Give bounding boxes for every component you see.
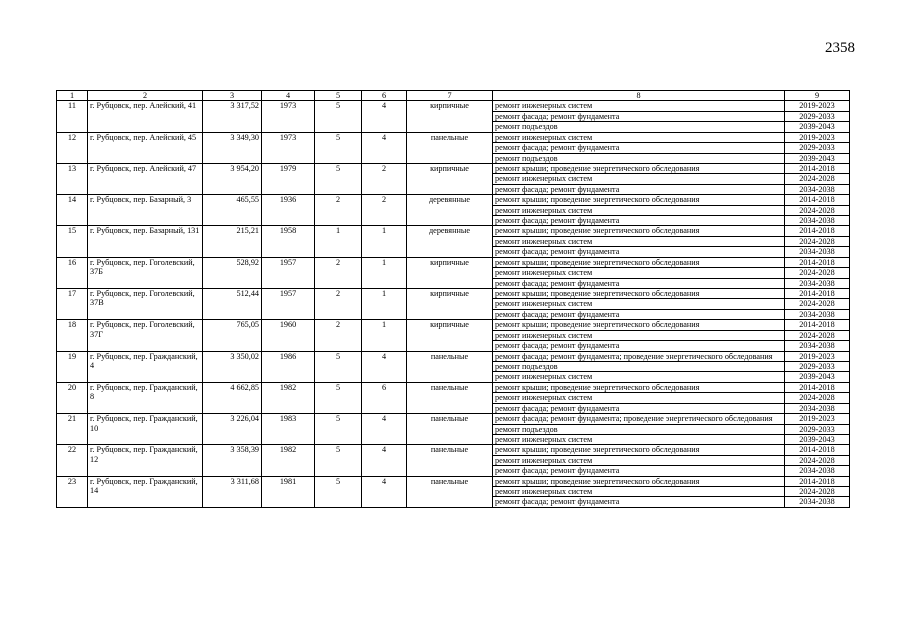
floors-cell: 2 <box>315 195 362 226</box>
work-cell: ремонт крыши; проведение энергетического обследования <box>493 226 785 236</box>
column-header: 3 <box>203 91 262 101</box>
period-cell: 2019-2023 <box>785 101 850 111</box>
header-row <box>57 91 850 101</box>
work-cell: ремонт крыши; проведение энергетического обследования <box>493 320 785 330</box>
column-header: 5 <box>315 91 362 101</box>
row-number: 11 <box>57 101 88 132</box>
floors-cell: 5 <box>315 163 362 194</box>
floors-cell: 5 <box>315 351 362 382</box>
year-cell: 1960 <box>262 320 315 351</box>
floors-cell: 5 <box>315 414 362 445</box>
entrances-cell: 4 <box>362 414 407 445</box>
year-cell: 1973 <box>262 101 315 132</box>
area-cell: 3 954,20 <box>203 163 262 194</box>
area-cell: 3 311,68 <box>203 476 262 507</box>
floors-cell: 2 <box>315 289 362 320</box>
year-cell: 1982 <box>262 445 315 476</box>
address-cell: г. Рубцовск, пер. Гражданский, 4 <box>88 351 203 382</box>
year-cell: 1983 <box>262 414 315 445</box>
period-cell: 2024-2028 <box>785 299 850 309</box>
year-cell: 1936 <box>262 195 315 226</box>
entrances-cell: 4 <box>362 476 407 507</box>
table-row <box>57 101 850 111</box>
address-cell: г. Рубцовск, пер. Гоголевский, 37В <box>88 289 203 320</box>
period-cell: 2014-2018 <box>785 445 850 455</box>
entrances-cell: 1 <box>362 289 407 320</box>
period-cell: 2034-2038 <box>785 309 850 319</box>
area-cell: 3 350,02 <box>203 351 262 382</box>
material-cell: панельные <box>407 132 493 163</box>
period-cell: 2019-2023 <box>785 132 850 142</box>
address-cell: г. Рубцовск, пер. Гоголевский, 37Б <box>88 257 203 288</box>
entrances-cell: 4 <box>362 132 407 163</box>
year-cell: 1982 <box>262 382 315 413</box>
year-cell: 1957 <box>262 289 315 320</box>
work-cell: ремонт фасада; ремонт фундамента <box>493 341 785 351</box>
address-cell: г. Рубцовск, пер. Гражданский, 10 <box>88 414 203 445</box>
work-cell: ремонт инженерных систем <box>493 455 785 465</box>
work-cell: ремонт инженерных систем <box>493 299 785 309</box>
address-cell: г. Рубцовск, пер. Гражданский, 8 <box>88 382 203 413</box>
row-number: 20 <box>57 382 88 413</box>
column-header: 6 <box>362 91 407 101</box>
period-cell: 2039-2043 <box>785 434 850 444</box>
period-cell: 2039-2043 <box>785 122 850 132</box>
work-cell: ремонт крыши; проведение энергетического обследования <box>493 257 785 267</box>
area-cell: 3 358,39 <box>203 445 262 476</box>
work-cell: ремонт фасада; ремонт фундамента; проведение энергетического обследования <box>493 414 785 424</box>
column-header: 9 <box>785 91 850 101</box>
table-row <box>57 163 850 173</box>
address-cell: г. Рубцовск, пер. Алейский, 47 <box>88 163 203 194</box>
period-cell: 2014-2018 <box>785 163 850 173</box>
period-cell: 2024-2028 <box>785 236 850 246</box>
material-cell: панельные <box>407 445 493 476</box>
period-cell: 2034-2038 <box>785 466 850 476</box>
period-cell: 2034-2038 <box>785 216 850 226</box>
period-cell: 2034-2038 <box>785 247 850 257</box>
floors-cell: 5 <box>315 101 362 132</box>
address-cell: г. Рубцовск, пер. Базарный, 131 <box>88 226 203 257</box>
work-cell: ремонт фасада; ремонт фундамента; проведение энергетического обследования <box>493 351 785 361</box>
floors-cell: 5 <box>315 382 362 413</box>
entrances-cell: 1 <box>362 226 407 257</box>
work-cell: ремонт инженерных систем <box>493 434 785 444</box>
floors-cell: 5 <box>315 476 362 507</box>
page-number: 2358 <box>825 40 855 56</box>
period-cell: 2039-2043 <box>785 153 850 163</box>
work-cell: ремонт инженерных систем <box>493 268 785 278</box>
floors-cell: 5 <box>315 445 362 476</box>
work-cell: ремонт фасада; ремонт фундамента <box>493 278 785 288</box>
address-cell: г. Рубцовск, пер. Гражданский, 14 <box>88 476 203 507</box>
work-cell: ремонт инженерных систем <box>493 174 785 184</box>
period-cell: 2034-2038 <box>785 278 850 288</box>
floors-cell: 5 <box>315 132 362 163</box>
work-cell: ремонт фасада; ремонт фундамента <box>493 497 785 507</box>
work-cell: ремонт крыши; проведение энергетического обследования <box>493 163 785 173</box>
work-cell: ремонт фасада; ремонт фундамента <box>493 184 785 194</box>
work-cell: ремонт подъездов <box>493 424 785 434</box>
entrances-cell: 4 <box>362 445 407 476</box>
material-cell: панельные <box>407 382 493 413</box>
column-header: 2 <box>88 91 203 101</box>
period-cell: 2019-2023 <box>785 414 850 424</box>
work-cell: ремонт фасада; ремонт фундамента <box>493 247 785 257</box>
entrances-cell: 2 <box>362 163 407 194</box>
column-header: 8 <box>493 91 785 101</box>
period-cell: 2029-2033 <box>785 143 850 153</box>
area-cell: 3 226,04 <box>203 414 262 445</box>
material-cell: кирпичные <box>407 320 493 351</box>
table-row <box>57 257 850 267</box>
table-row <box>57 132 850 142</box>
table-row <box>57 226 850 236</box>
work-cell: ремонт фасада; ремонт фундамента <box>493 403 785 413</box>
work-cell: ремонт инженерных систем <box>493 236 785 246</box>
row-number: 21 <box>57 414 88 445</box>
work-cell: ремонт инженерных систем <box>493 205 785 215</box>
work-cell: ремонт крыши; проведение энергетического обследования <box>493 476 785 486</box>
period-cell: 2024-2028 <box>785 487 850 497</box>
area-cell: 4 662,85 <box>203 382 262 413</box>
year-cell: 1957 <box>262 257 315 288</box>
address-cell: г. Рубцовск, пер. Гоголевский, 37Г <box>88 320 203 351</box>
address-cell: г. Рубцовск, пер. Базарный, 3 <box>88 195 203 226</box>
period-cell: 2014-2018 <box>785 320 850 330</box>
table-row <box>57 351 850 361</box>
period-cell: 2029-2033 <box>785 111 850 121</box>
row-number: 23 <box>57 476 88 507</box>
floors-cell: 2 <box>315 320 362 351</box>
period-cell: 2014-2018 <box>785 226 850 236</box>
work-cell: ремонт крыши; проведение энергетического обследования <box>493 289 785 299</box>
area-cell: 512,44 <box>203 289 262 320</box>
entrances-cell: 2 <box>362 195 407 226</box>
period-cell: 2014-2018 <box>785 289 850 299</box>
material-cell: кирпичные <box>407 289 493 320</box>
work-cell: ремонт инженерных систем <box>493 487 785 497</box>
period-cell: 2034-2038 <box>785 403 850 413</box>
table-row <box>57 476 850 486</box>
period-cell: 2024-2028 <box>785 268 850 278</box>
year-cell: 1979 <box>262 163 315 194</box>
column-header: 7 <box>407 91 493 101</box>
year-cell: 1986 <box>262 351 315 382</box>
period-cell: 2014-2018 <box>785 382 850 392</box>
row-number: 13 <box>57 163 88 194</box>
floors-cell: 1 <box>315 226 362 257</box>
work-cell: ремонт подъездов <box>493 122 785 132</box>
work-cell: ремонт инженерных систем <box>493 372 785 382</box>
address-cell: г. Рубцовск, пер. Гражданский, 12 <box>88 445 203 476</box>
work-cell: ремонт фасада; ремонт фундамента <box>493 143 785 153</box>
period-cell: 2029-2033 <box>785 361 850 371</box>
material-cell: панельные <box>407 351 493 382</box>
work-cell: ремонт инженерных систем <box>493 330 785 340</box>
area-cell: 3 317,52 <box>203 101 262 132</box>
work-cell: ремонт подъездов <box>493 153 785 163</box>
row-number: 16 <box>57 257 88 288</box>
entrances-cell: 4 <box>362 351 407 382</box>
work-cell: ремонт инженерных систем <box>493 132 785 142</box>
work-cell: ремонт подъездов <box>493 361 785 371</box>
period-cell: 2034-2038 <box>785 184 850 194</box>
row-number: 22 <box>57 445 88 476</box>
entrances-cell: 4 <box>362 101 407 132</box>
material-cell: панельные <box>407 476 493 507</box>
table-row <box>57 382 850 392</box>
address-cell: г. Рубцовск, пер. Алейский, 41 <box>88 101 203 132</box>
work-cell: ремонт крыши; проведение энергетического обследования <box>493 382 785 392</box>
table-row <box>57 289 850 299</box>
period-cell: 2024-2028 <box>785 393 850 403</box>
area-cell: 528,92 <box>203 257 262 288</box>
material-cell: кирпичные <box>407 163 493 194</box>
period-cell: 2019-2023 <box>785 351 850 361</box>
period-cell: 2024-2028 <box>785 205 850 215</box>
table-row <box>57 195 850 205</box>
material-cell: кирпичные <box>407 101 493 132</box>
table-row <box>57 445 850 455</box>
row-number: 14 <box>57 195 88 226</box>
area-cell: 3 349,30 <box>203 132 262 163</box>
table-row <box>57 320 850 330</box>
entrances-cell: 1 <box>362 320 407 351</box>
period-cell: 2024-2028 <box>785 174 850 184</box>
work-cell: ремонт фасада; ремонт фундамента <box>493 466 785 476</box>
work-cell: ремонт фасада; ремонт фундамента <box>493 111 785 121</box>
period-cell: 2029-2033 <box>785 424 850 434</box>
year-cell: 1981 <box>262 476 315 507</box>
year-cell: 1973 <box>262 132 315 163</box>
row-number: 17 <box>57 289 88 320</box>
period-cell: 2014-2018 <box>785 476 850 486</box>
floors-cell: 2 <box>315 257 362 288</box>
entrances-cell: 1 <box>362 257 407 288</box>
entrances-cell: 6 <box>362 382 407 413</box>
period-cell: 2034-2038 <box>785 341 850 351</box>
column-header: 4 <box>262 91 315 101</box>
row-number: 19 <box>57 351 88 382</box>
table-row <box>57 414 850 424</box>
row-number: 18 <box>57 320 88 351</box>
address-cell: г. Рубцовск, пер. Алейский, 45 <box>88 132 203 163</box>
area-cell: 465,55 <box>203 195 262 226</box>
work-cell: ремонт инженерных систем <box>493 101 785 111</box>
period-cell: 2024-2028 <box>785 455 850 465</box>
period-cell: 2014-2018 <box>785 257 850 267</box>
work-cell: ремонт крыши; проведение энергетического обследования <box>493 195 785 205</box>
period-cell: 2024-2028 <box>785 330 850 340</box>
repair-schedule-table <box>56 90 850 508</box>
period-cell: 2014-2018 <box>785 195 850 205</box>
work-cell: ремонт фасада; ремонт фундамента <box>493 216 785 226</box>
work-cell: ремонт крыши; проведение энергетического обследования <box>493 445 785 455</box>
area-cell: 765,05 <box>203 320 262 351</box>
year-cell: 1958 <box>262 226 315 257</box>
material-cell: деревянные <box>407 195 493 226</box>
period-cell: 2034-2038 <box>785 497 850 507</box>
area-cell: 215,21 <box>203 226 262 257</box>
period-cell: 2039-2043 <box>785 372 850 382</box>
row-number: 12 <box>57 132 88 163</box>
material-cell: панельные <box>407 414 493 445</box>
material-cell: деревянные <box>407 226 493 257</box>
column-header: 1 <box>57 91 88 101</box>
material-cell: кирпичные <box>407 257 493 288</box>
work-cell: ремонт инженерных систем <box>493 393 785 403</box>
work-cell: ремонт фасада; ремонт фундамента <box>493 309 785 319</box>
row-number: 15 <box>57 226 88 257</box>
